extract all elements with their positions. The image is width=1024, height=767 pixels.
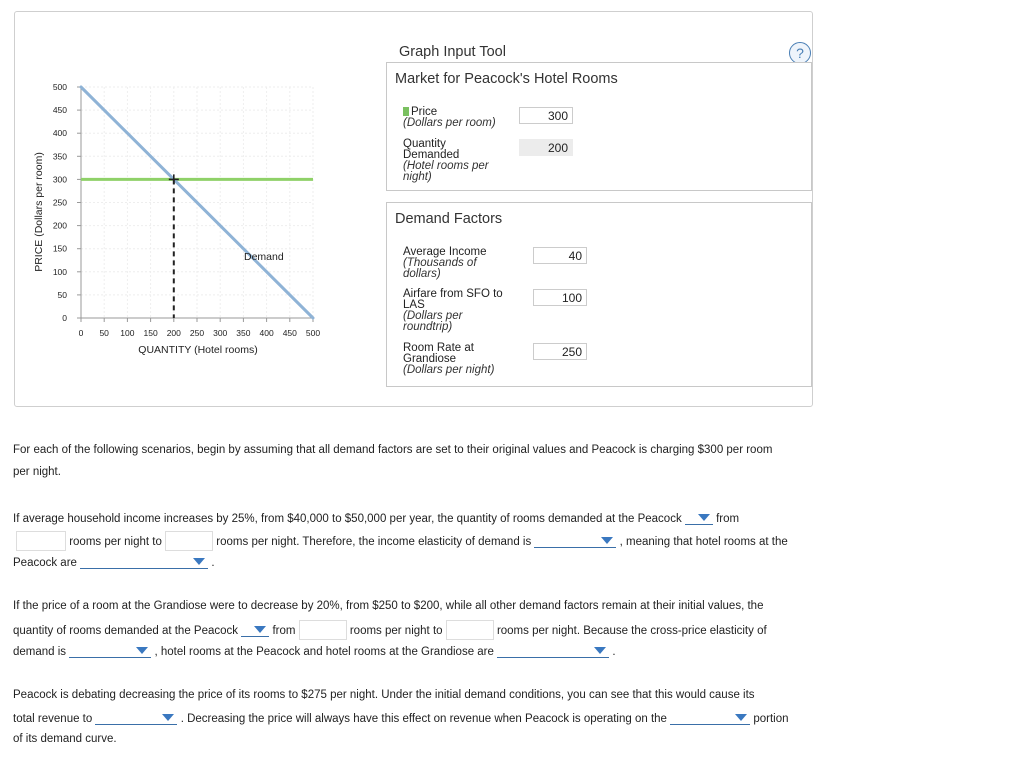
q2-from-input[interactable] (299, 620, 347, 640)
price-field-label: Price (Dollars per room) (403, 106, 496, 129)
x-tick-label: 200 (166, 328, 181, 338)
q3-line-3: of its demand curve. (13, 733, 117, 745)
y-tick-label: 0 (62, 313, 67, 323)
chevron-down-icon (162, 714, 174, 721)
y-tick-label: 200 (52, 220, 67, 231)
chevron-down-icon (698, 514, 710, 521)
q3-revenue-dropdown[interactable] (95, 711, 177, 725)
y-tick-label: 250 (52, 197, 67, 208)
market-box (386, 62, 812, 191)
y-tick-label: 450 (52, 105, 67, 116)
y-tick-label: 300 (52, 174, 67, 185)
x-axis-label: QUANTITY (Hotel rooms) (138, 344, 258, 356)
y-tick-label: 150 (52, 243, 67, 254)
q1-line-1: If average household income increases by 25%, from $40,000 to $50,000 per year, the quantity of rooms demanded at the Peacock from (13, 513, 740, 525)
chevron-down-icon (254, 626, 266, 633)
q2-line-3: demand is , hotel rooms at the Peacock and hotel rooms at the Grandiose are . (13, 646, 616, 658)
q3-portion-dropdown[interactable] (670, 711, 750, 725)
q3-line-1: Peacock is debating decreasing the price of its rooms to $275 per night. Under the initial demand conditions, you can see that this would cause its (13, 689, 755, 701)
price-input[interactable]: 300 (519, 107, 573, 124)
q1-line-2: rooms per night to rooms per night. Therefore, the income elasticity of demand is , meaning that hotel rooms at the (16, 531, 788, 551)
chevron-down-icon (601, 537, 613, 544)
room-rate-input[interactable]: 250 (533, 343, 587, 360)
q3-line-2: total revenue to . Decreasing the price will always have this effect on revenue when Peacock is operating on the portion (13, 713, 789, 725)
demand-factors-box (386, 202, 812, 387)
y-tick-label: 50 (57, 289, 67, 300)
quantity-value: 200 (519, 139, 573, 156)
q2-line-1: If the price of a room at the Grandiose were to decrease by 20%, from $250 to $200, while all other demand factors remain at their initial values, the (13, 600, 764, 612)
demand-graph[interactable] (15, 12, 385, 406)
q1-line-3: Peacock are . (13, 557, 215, 569)
q1-elasticity-dropdown[interactable] (534, 534, 616, 548)
y-tick-label: 400 (52, 128, 67, 139)
price-swatch-icon (403, 107, 409, 116)
q1-good-type-dropdown[interactable] (80, 555, 208, 569)
q2-elasticity-dropdown[interactable] (69, 644, 151, 658)
room-rate-field-label: Room Rate at Grandiose (Dollars per night) (403, 342, 495, 376)
airfare-field-label: Airfare from SFO to LAS (Dollars per roundtrip) (403, 288, 503, 333)
intro-line-1: For each of the following scenarios, begin by assuming that all demand factors are set to their original values and Peacock is charging $300 per room (13, 444, 773, 456)
q1-change-dropdown[interactable] (685, 511, 713, 525)
q2-to-input[interactable] (446, 620, 494, 640)
chevron-down-icon (594, 647, 606, 654)
help-icon[interactable]: ? (789, 42, 811, 64)
chevron-down-icon (735, 714, 747, 721)
q1-to-input[interactable] (165, 531, 213, 551)
x-tick-label: 150 (143, 328, 158, 338)
q2-relationship-dropdown[interactable] (497, 644, 609, 658)
intro-line-2: per night. (13, 466, 61, 478)
x-tick-label: 300 (213, 328, 228, 338)
x-tick-label: 100 (120, 328, 135, 338)
x-tick-label: 500 (305, 328, 321, 338)
income-field-label: Average Income (Thousands of dollars) (403, 246, 487, 280)
demand-factors-title: Demand Factors (395, 211, 503, 227)
tool-title: Graph Input Tool (399, 44, 506, 60)
q2-line-2: quantity of rooms demanded at the Peacock from rooms per night to rooms per night. Because the cross-price elasticity of (13, 620, 767, 640)
market-title: Market for Peacock's Hotel Rooms (395, 71, 618, 87)
chevron-down-icon (193, 558, 205, 565)
graph-input-tool (14, 11, 813, 407)
demand-label: Demand (244, 251, 284, 263)
x-tick-label: 350 (236, 328, 251, 338)
x-tick-label: 50 (99, 328, 109, 338)
y-tick-label: 100 (52, 266, 67, 277)
y-axis-label: PRICE (Dollars per room) (33, 152, 45, 272)
y-tick-label: 350 (52, 151, 67, 162)
chevron-down-icon (136, 647, 148, 654)
airfare-input[interactable]: 100 (533, 289, 587, 306)
quantity-field-label: Quantity Demanded (Hotel rooms per night) (403, 138, 489, 183)
x-tick-label: 0 (78, 328, 84, 338)
q1-from-input[interactable] (16, 531, 66, 551)
x-tick-label: 400 (259, 328, 274, 338)
q2-change-dropdown[interactable] (241, 623, 269, 637)
x-tick-label: 450 (282, 328, 297, 338)
income-input[interactable]: 40 (533, 247, 587, 264)
y-tick-label: 500 (52, 82, 67, 92)
x-tick-label: 250 (189, 328, 205, 338)
